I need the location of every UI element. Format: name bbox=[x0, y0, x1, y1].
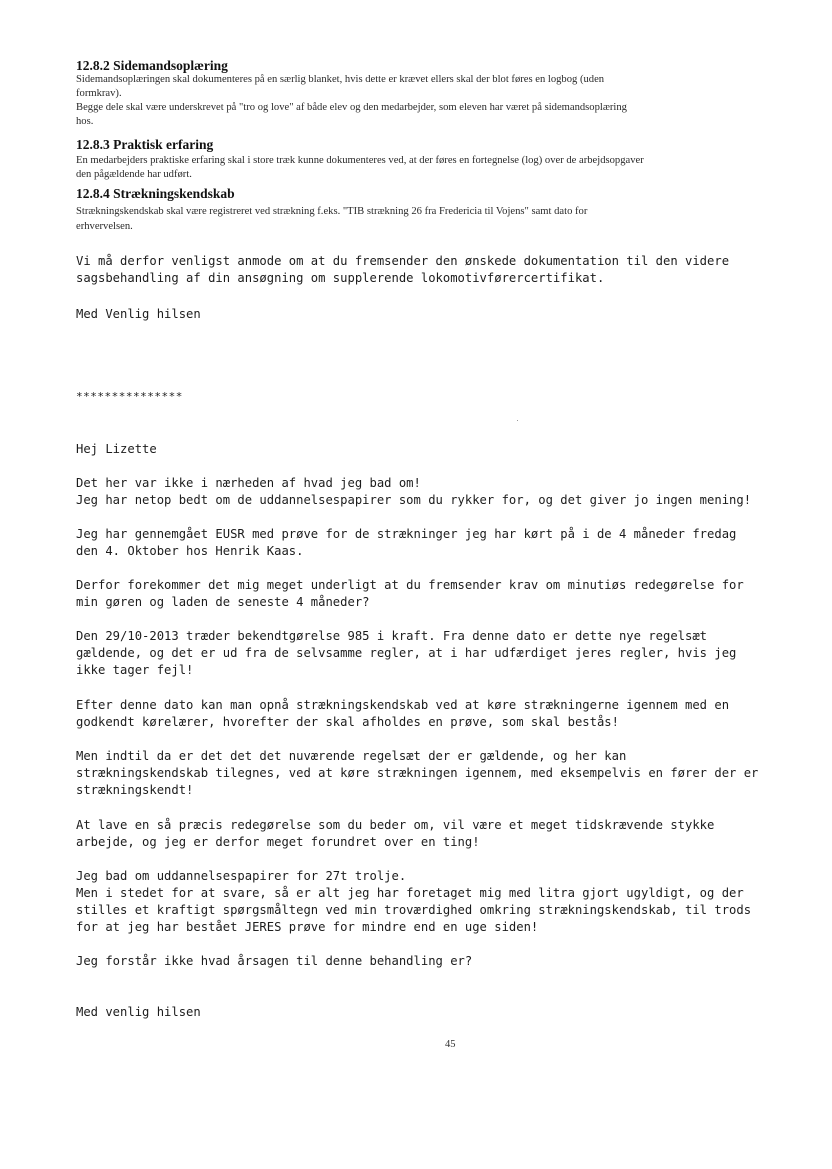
separator-stars: *************** bbox=[76, 390, 183, 403]
letter-line: At lave en så præcis redegørelse som du beder om, vil være et meget tidskrævende stykke bbox=[76, 818, 715, 832]
text-line: hos. bbox=[76, 116, 94, 127]
letter-line: godkendt kørelærer, hvorefter der skal afholdes en prøve, som skal bestås! bbox=[76, 715, 619, 729]
text-line: En medarbejders praktiske erfaring skal i store træk kunne dokumenteres ved, at der føres en fortegnelse (log) over de arbejdsopgaver bbox=[76, 155, 644, 166]
text-line: Sidemandsoplæringen skal dokumenteres på en særlig blanket, hvis dette er krævet ellers skal der blot føres en logbog (uden bbox=[76, 74, 605, 85]
letter-line: arbejde, og jeg er derfor meget forundret over en ting! bbox=[76, 835, 480, 849]
letter-closing: Med venlig hilsen bbox=[76, 1005, 201, 1019]
letter-line: Jeg har gennemgået EUSR med prøve for de strækninger jeg har kørt på i de 4 måneder fredag bbox=[76, 527, 737, 541]
letter-line: sagsbehandling af din ansøgning om supplerende lokomotivførercertifikat. bbox=[76, 271, 605, 285]
page-number: 45 bbox=[445, 1039, 456, 1050]
section-heading: 12.8.3 Praktisk erfaring bbox=[76, 137, 214, 152]
letter-line: den 4. Oktober hos Henrik Kaas. bbox=[76, 544, 304, 558]
section-heading: 12.8.2 Sidemandsoplæring bbox=[76, 58, 228, 73]
text-line: Strækningskendskab skal være registreret ved strækning f.eks. "TIB strækning 26 fra Fredericia til Vojens" samt dato for bbox=[76, 206, 588, 217]
text-line: Begge dele skal være underskrevet på "tro og love" af både elev og den medarbejder, som eleven har været på sidemandsoplæring bbox=[76, 102, 627, 113]
text-line: erhvervelsen. bbox=[76, 221, 133, 232]
letter-line: strækningskendt! bbox=[76, 783, 194, 797]
letter-line: stilles et kraftigt spørgsmåltegn ved min troværdighed omkring strækningskendskab, til trods bbox=[76, 903, 752, 917]
letter-greeting: Hej Lizette bbox=[76, 442, 157, 456]
letter-line: Jeg har netop bedt om de uddannelsespapirer som du rykker for, og det giver jo ingen mening! bbox=[76, 493, 752, 507]
letter-line: Derfor forekommer det mig meget underligt at du fremsender krav om minutiøs redegørelse for bbox=[76, 578, 744, 592]
letter-line: Vi må derfor venligst anmode om at du fremsender den ønskede dokumentation til den videre bbox=[76, 254, 730, 268]
letter-line: Jeg bad om uddannelsespapirer for 27t trolje. bbox=[76, 869, 407, 883]
letter-line: Men indtil da er det det det nuværende regelsæt der er gældende, og her kan bbox=[76, 749, 627, 763]
letter-line: Men i stedet for at svare, så er alt jeg har foretaget mig med litra gjort ugyldigt, og der bbox=[76, 886, 744, 900]
letter-line: ikke tager fejl! bbox=[76, 663, 194, 677]
letter-line: Den 29/10-2013 træder bekendtgørelse 985 i kraft. Fra denne dato er dette nye regelsæt bbox=[76, 629, 708, 643]
letter-line: Efter denne dato kan man opnå strækningskendskab ved at køre strækningerne igennem med en bbox=[76, 698, 730, 712]
letter-line: gældende, og det er ud fra de selvsamme regler, at i har udfærdiget jeres regler, hvis jeg bbox=[76, 646, 737, 660]
letter-line: Det her var ikke i nærheden af hvad jeg bad om! bbox=[76, 476, 421, 490]
text-line: den pågældende har udført. bbox=[76, 169, 192, 180]
letter-line: strækningskendskab tilegnes, ved at køre strækningen igennem, med eksempelvis en fører der er bbox=[76, 766, 759, 780]
section-heading: 12.8.4 Strækningskendskab bbox=[76, 186, 235, 201]
letter-line: min gøren og laden de seneste 4 måneder? bbox=[76, 595, 370, 609]
letter-line: Jeg forstår ikke hvad årsagen til denne behandling er? bbox=[76, 954, 473, 968]
letter-closing: Med Venlig hilsen bbox=[76, 307, 201, 321]
scan-speck bbox=[517, 420, 518, 421]
text-line: formkrav). bbox=[76, 88, 122, 99]
letter-line: for at jeg har bestået JERES prøve for mindre end en uge siden! bbox=[76, 920, 539, 934]
